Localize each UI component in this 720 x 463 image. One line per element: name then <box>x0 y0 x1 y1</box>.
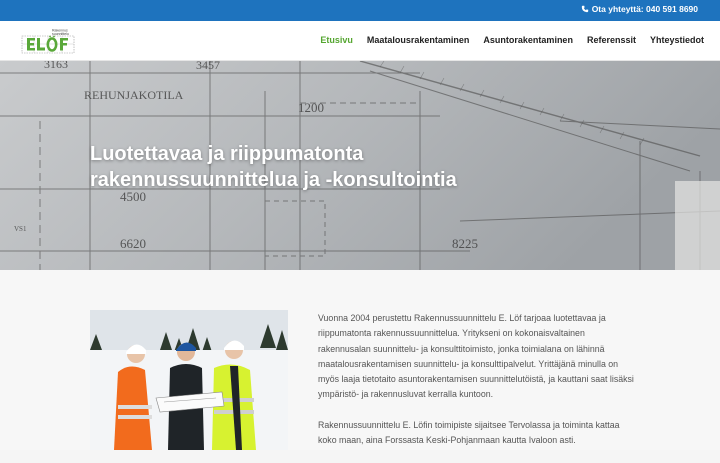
hero-title <box>90 141 560 193</box>
blueprint-number-6: 8225 <box>452 236 478 251</box>
contact-text: Ota yhteyttä: 040 591 8690 <box>591 4 698 14</box>
blueprint-label: REHUNJAKOTILA <box>84 88 184 102</box>
blueprint-number-5: 6620 <box>120 236 146 251</box>
nav-item-yhteystiedot[interactable]: Yhteystiedot <box>649 35 704 45</box>
site-header <box>0 21 720 61</box>
intro-text <box>318 311 636 463</box>
blueprint-number-4: 4500 <box>120 189 146 204</box>
nav-item-referenssit[interactable]: Referenssit <box>586 35 636 45</box>
logo-text-line2: suunnittelu <box>52 32 69 36</box>
blueprint-number-7: VS1 <box>14 225 27 233</box>
intro-paragraph-2: Rakennussuunnittelu E. Löfin toimipiste sijaitsee Tervolassa ja toiminta kattaa koko maan, aina Forssasta Keski-Pohjanmaan kautta Ivaloon asti. <box>318 419 620 446</box>
hero-banner <box>0 61 720 270</box>
blueprint-number-3: 1200 <box>298 100 324 115</box>
blueprint-number-1: 3163 <box>44 61 68 71</box>
logo-text-line1: Rakennus <box>52 28 68 33</box>
site-logo[interactable] <box>20 27 78 55</box>
top-contact-bar <box>0 0 720 21</box>
nav-item-asuntorakentaminen[interactable]: Asuntorakentaminen <box>483 35 573 45</box>
phone-icon <box>581 5 589 13</box>
hero-title-line2: rakennussuunnittelua ja -konsultointia <box>90 169 457 191</box>
nav-item-etusivu[interactable]: Etusivu <box>320 35 353 45</box>
blueprint-number-2: 3457 <box>196 61 220 72</box>
hero-title-line1: Luotettavaa ja riippumatonta <box>90 143 364 165</box>
nav-item-maatalousrakentaminen[interactable]: Maatalousrakentaminen <box>366 35 470 45</box>
intro-section <box>0 270 720 450</box>
contact-link[interactable] <box>581 4 698 14</box>
intro-paragraph-1: Vuonna 2004 perustettu Rakennussuunnittelu E. Löf tarjoaa luotettavaa ja riippumatonta rakennussuunnittelua. Yritykseni on kokonaisvaltainen rakennusalan suunnittelu- ja konsulttitoimisto, jonka toimialana on lähinnä maatalousrakentamisen suunnittelu- ja konsulttipalvelut. Yrittäjänä minulla on myös laaja tietotaito asuntorakentamisen suunnittelutöistä, ja kauttani saat lisäksi ympäristö- ja rakennusluvat kerralla kuntoon. <box>318 313 634 400</box>
team-photo <box>90 310 288 450</box>
main-nav <box>320 35 704 45</box>
